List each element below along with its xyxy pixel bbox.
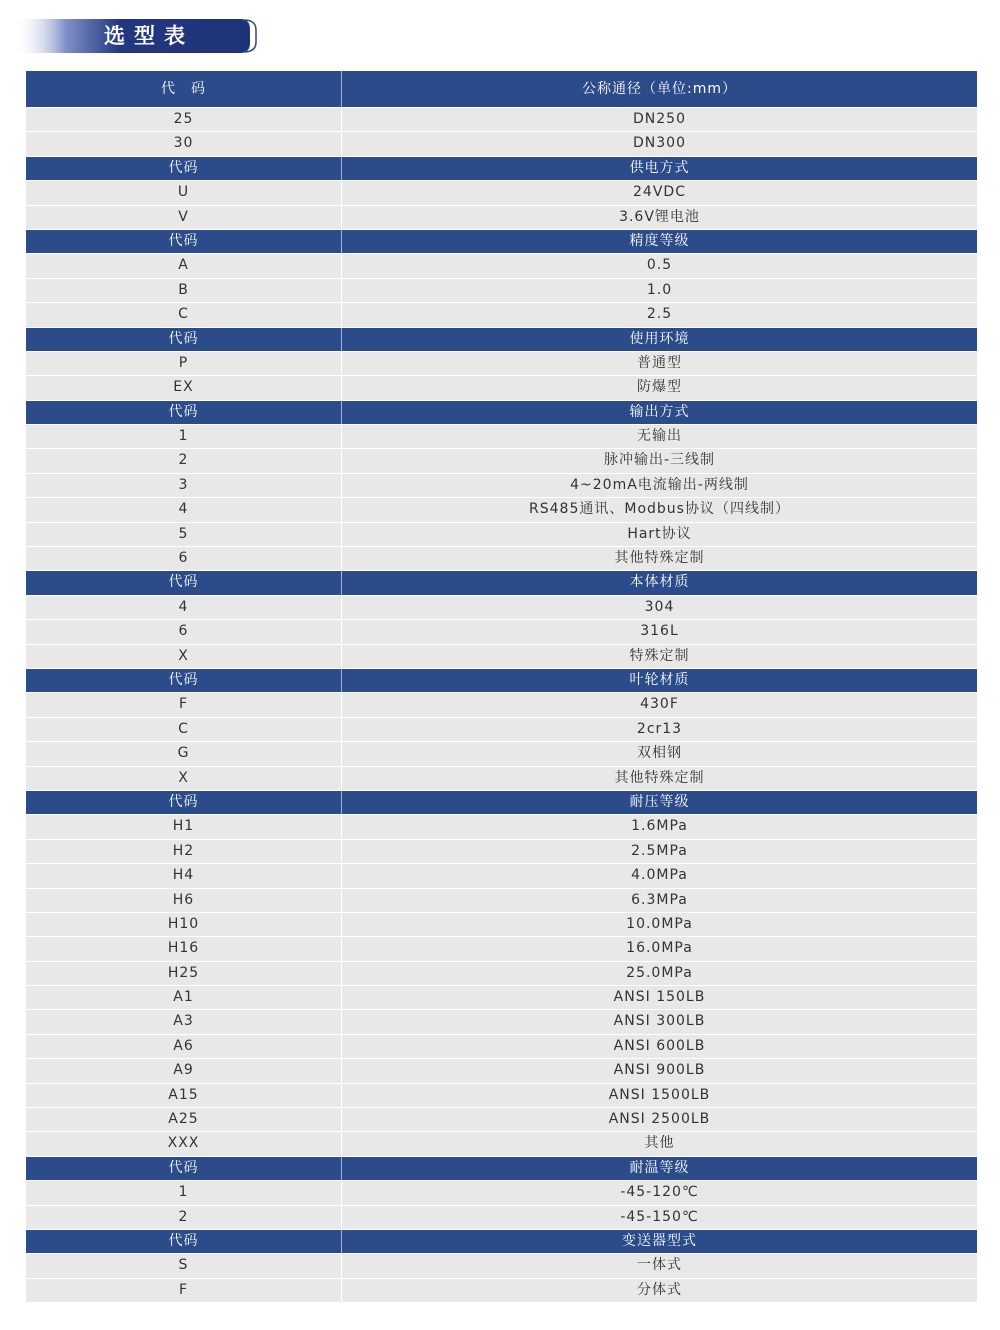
- table-row: [26, 523, 977, 547]
- table-row: [26, 718, 977, 742]
- option-code: 30: [26, 132, 342, 155]
- table-row: [26, 1035, 977, 1059]
- option-description: DN250: [633, 111, 686, 127]
- option-code: U: [26, 181, 342, 204]
- option-description: 普通型: [637, 354, 682, 371]
- option-description: 316L: [640, 623, 679, 640]
- table-row: [26, 474, 977, 498]
- option-description: ANSI 2500LB: [608, 1111, 711, 1128]
- table-row: [26, 1254, 977, 1278]
- section-code-header: 代码: [26, 669, 342, 692]
- option-code: H6: [26, 889, 342, 912]
- option-code: H1: [26, 815, 342, 838]
- option-description: ANSI 1500LB: [608, 1086, 711, 1103]
- section-code-header: 代码: [26, 1230, 342, 1253]
- option-description: 脉冲输出-三线制: [603, 452, 716, 469]
- option-code: H10: [26, 913, 342, 936]
- option-code: S: [26, 1254, 342, 1277]
- option-description: 430F: [640, 696, 679, 713]
- table-row: [26, 815, 977, 839]
- option-code: A: [26, 254, 342, 277]
- table-row: [26, 1084, 977, 1108]
- section-code-header: 代码: [26, 401, 342, 424]
- section-header-row: [26, 669, 977, 693]
- option-description: ANSI 300LB: [613, 1013, 706, 1030]
- section-header-row: [26, 571, 977, 595]
- table-row: [26, 303, 977, 327]
- table-row: [26, 254, 977, 278]
- section-header-row: [26, 328, 977, 352]
- section-header-row: [26, 230, 977, 254]
- option-code: H4: [26, 864, 342, 887]
- table-row: [26, 132, 977, 156]
- option-description: 防爆型: [637, 379, 682, 396]
- table-row: [26, 937, 977, 961]
- option-description: 其他特殊定制: [614, 769, 705, 786]
- option-description: ANSI 900LB: [613, 1062, 706, 1079]
- table-row: [26, 596, 977, 620]
- option-description: 其他特殊定制: [614, 550, 705, 567]
- table-row: [26, 1132, 977, 1156]
- option-description: Hart协议: [627, 525, 692, 542]
- option-description: -45-120℃: [620, 1184, 699, 1201]
- section-title: 叶轮材质: [629, 671, 690, 688]
- table-row: [26, 986, 977, 1010]
- option-code: X: [26, 645, 342, 668]
- section-code-header: 代码: [26, 230, 342, 253]
- section-title: 供电方式: [629, 159, 690, 176]
- option-code: 6: [26, 620, 342, 643]
- section-code-header: 代码: [26, 1157, 342, 1180]
- option-description: -45-150℃: [620, 1208, 699, 1225]
- option-description: 2cr13: [636, 720, 683, 737]
- option-description: 2.5MPa: [631, 842, 688, 859]
- option-code: 4: [26, 498, 342, 521]
- option-code: P: [26, 352, 342, 375]
- table-row: [26, 767, 977, 791]
- section-title: 本体材质: [629, 574, 690, 591]
- table-row: [26, 425, 977, 449]
- option-code: F: [26, 693, 342, 716]
- table-row: [26, 352, 977, 376]
- option-code: 1: [26, 425, 342, 448]
- option-description: 0.5: [646, 257, 673, 274]
- page-title: 选型表: [104, 24, 194, 48]
- table-row: [26, 840, 977, 864]
- option-description: 无输出: [637, 428, 682, 445]
- table-row: [26, 693, 977, 717]
- option-code: 6: [26, 547, 342, 570]
- option-description: 3.6V锂电池: [619, 208, 700, 225]
- option-description: ANSI 150LB: [613, 989, 706, 1006]
- option-code: 5: [26, 523, 342, 546]
- code-column-header: 代 码: [26, 71, 342, 107]
- option-description: 2.5: [646, 306, 673, 323]
- table-row: [26, 1108, 977, 1132]
- option-description: RS485通讯、Modbus协议（四线制）: [529, 501, 790, 518]
- table-row: [26, 206, 977, 230]
- option-code: A6: [26, 1035, 342, 1058]
- section-title: 变送器型式: [622, 1232, 697, 1249]
- option-code: 4: [26, 596, 342, 619]
- option-code: EX: [26, 376, 342, 399]
- table-row: [26, 108, 977, 132]
- section-title: 使用环境: [629, 330, 690, 347]
- option-description: 6.3MPa: [631, 891, 688, 908]
- table-row: [26, 1279, 977, 1303]
- option-description: 双相钢: [637, 745, 682, 762]
- option-code: 3: [26, 474, 342, 497]
- table-row: [26, 889, 977, 913]
- option-code: A1: [26, 986, 342, 1009]
- title-banner: [14, 18, 259, 54]
- table-row: [26, 449, 977, 473]
- table-row: [26, 620, 977, 644]
- option-code: XXX: [26, 1132, 342, 1155]
- option-description: 4~20mA电流输出-两线制: [570, 476, 749, 493]
- option-description: DN300: [633, 135, 686, 152]
- option-code: 1: [26, 1181, 342, 1204]
- option-description: 4.0MPa: [631, 867, 688, 884]
- option-code: B: [26, 279, 342, 302]
- option-code: H2: [26, 840, 342, 863]
- option-description: 一体式: [637, 1257, 682, 1274]
- table-row: [26, 1206, 977, 1230]
- table-row: [26, 645, 977, 669]
- option-code: C: [26, 718, 342, 741]
- option-code: A25: [26, 1108, 342, 1131]
- option-description: 16.0MPa: [626, 940, 693, 957]
- option-code: C: [26, 303, 342, 326]
- table-row: [26, 1059, 977, 1083]
- option-description: 304: [644, 598, 675, 615]
- option-description: 1.6MPa: [631, 818, 688, 835]
- option-code: G: [26, 742, 342, 765]
- table-row: [26, 1010, 977, 1034]
- section-header-row: [26, 157, 977, 181]
- option-description: 24VDC: [633, 184, 686, 201]
- section-title: 精度等级: [629, 232, 690, 249]
- section-title: 输出方式: [629, 403, 690, 420]
- section-header-row: [26, 401, 977, 425]
- option-code: F: [26, 1279, 342, 1302]
- option-description: 特殊定制: [629, 647, 690, 664]
- section-code-header: 代码: [26, 328, 342, 351]
- option-description: 分体式: [637, 1281, 682, 1298]
- section-header-row: [26, 1157, 977, 1181]
- option-code: A9: [26, 1059, 342, 1082]
- section-code-header: 代码: [26, 791, 342, 814]
- section-title: 耐压等级: [629, 793, 690, 810]
- table-row: [26, 376, 977, 400]
- table-row: [26, 498, 977, 522]
- table-row: [26, 547, 977, 571]
- option-code: A15: [26, 1084, 342, 1107]
- option-code: H16: [26, 937, 342, 960]
- option-description: 25.0MPa: [626, 964, 693, 981]
- option-description: ANSI 600LB: [613, 1037, 706, 1054]
- section-code-header: 代码: [26, 571, 342, 594]
- option-code: X: [26, 767, 342, 790]
- option-description: 其他: [644, 1135, 675, 1152]
- option-code: V: [26, 206, 342, 229]
- table-row: [26, 913, 977, 937]
- table-header-row: [26, 71, 977, 108]
- section-title: 耐温等级: [629, 1159, 690, 1176]
- table-row: [26, 742, 977, 766]
- option-code: H25: [26, 962, 342, 985]
- option-code: 2: [26, 1206, 342, 1229]
- option-code: 2: [26, 449, 342, 472]
- option-code: A3: [26, 1010, 342, 1033]
- table-row: [26, 279, 977, 303]
- section-header-row: [26, 1230, 977, 1254]
- selection-table: [26, 71, 977, 1303]
- option-description: 10.0MPa: [626, 915, 693, 932]
- option-description: 1.0: [646, 281, 673, 298]
- table-row: [26, 864, 977, 888]
- table-row: [26, 181, 977, 205]
- section-header-row: [26, 791, 977, 815]
- option-code: 25: [26, 108, 342, 131]
- section-code-header: 代码: [26, 157, 342, 180]
- table-row: [26, 1181, 977, 1205]
- table-row: [26, 962, 977, 986]
- nominal-diameter-header: 公称通径（单位:mm）: [582, 81, 737, 97]
